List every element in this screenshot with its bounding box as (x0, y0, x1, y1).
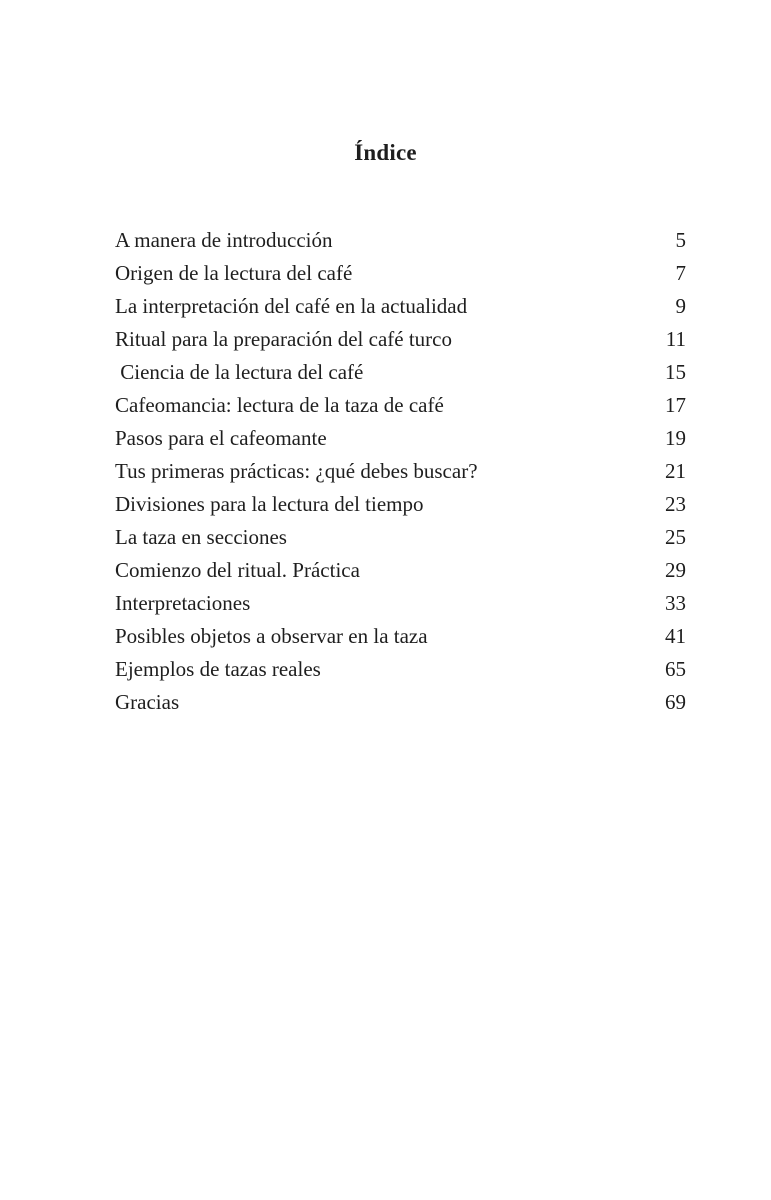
toc-entry-page-number: 41 (665, 624, 686, 648)
toc-entry[interactable] (115, 587, 686, 620)
toc-entry-title: Origen de la lectura del café (115, 261, 353, 285)
toc-entry-page-number: 69 (665, 690, 686, 714)
toc-entry[interactable] (115, 323, 686, 356)
toc-entry-page-number: 19 (665, 426, 686, 450)
toc-entry-page-number: 65 (665, 657, 686, 681)
toc-entry[interactable] (115, 521, 686, 554)
toc-entry[interactable] (115, 554, 686, 587)
toc-entry-page-number: 25 (665, 525, 686, 549)
toc-entry-page-number: 9 (675, 294, 686, 318)
toc-entry-page-number: 17 (665, 393, 686, 417)
toc-entry[interactable] (115, 257, 686, 290)
toc-entry-page-number: 21 (665, 459, 686, 483)
toc-entry[interactable] (115, 389, 686, 422)
toc-entry-title: La interpretación del café en la actualidad (115, 294, 468, 318)
toc-entry-title: Interpretaciones (115, 591, 251, 615)
toc-entry-page-number: 5 (675, 228, 686, 252)
toc-entry[interactable] (115, 488, 686, 521)
toc-entry-title: Comienzo del ritual. Práctica (115, 558, 360, 582)
toc-entry-page-number: 23 (665, 492, 686, 516)
toc-entry[interactable] (115, 356, 686, 389)
toc-entry-title: Ritual para la preparación del café turco (115, 327, 452, 351)
toc-entry[interactable] (115, 422, 686, 455)
toc-entry-title: La taza en secciones (115, 525, 287, 549)
toc-entry-page-number: 7 (675, 261, 686, 285)
toc-entry-title: Divisiones para la lectura del tiempo (115, 492, 424, 516)
toc-entry-page-number: 11 (665, 327, 686, 351)
toc-entry-page-number: 15 (665, 360, 686, 384)
toc-entry[interactable] (115, 224, 686, 257)
toc-entry-title: Tus primeras prácticas: ¿qué debes buscar? (115, 459, 478, 483)
toc-entry-title: Posibles objetos a observar en la taza (115, 624, 428, 648)
toc-entry[interactable] (115, 290, 686, 323)
toc-entry-title: Ejemplos de tazas reales (115, 657, 321, 681)
toc-entry-title: Pasos para el cafeomante (115, 426, 327, 450)
toc-entry-title: Gracias (115, 690, 180, 714)
toc-entry[interactable] (115, 653, 686, 686)
toc-entry[interactable] (115, 455, 686, 488)
toc-entry-title: Cafeomancia: lectura de la taza de café (115, 393, 444, 417)
toc-entry-page-number: 29 (665, 558, 686, 582)
toc-entry[interactable] (115, 620, 686, 653)
toc-entry-title: Ciencia de la lectura del café (115, 360, 364, 384)
table-of-contents (115, 224, 686, 719)
toc-entry[interactable] (115, 686, 686, 719)
toc-entry-page-number: 33 (665, 591, 686, 615)
page-title: Índice (354, 140, 417, 165)
toc-entry-title: A manera de introducción (115, 228, 333, 252)
